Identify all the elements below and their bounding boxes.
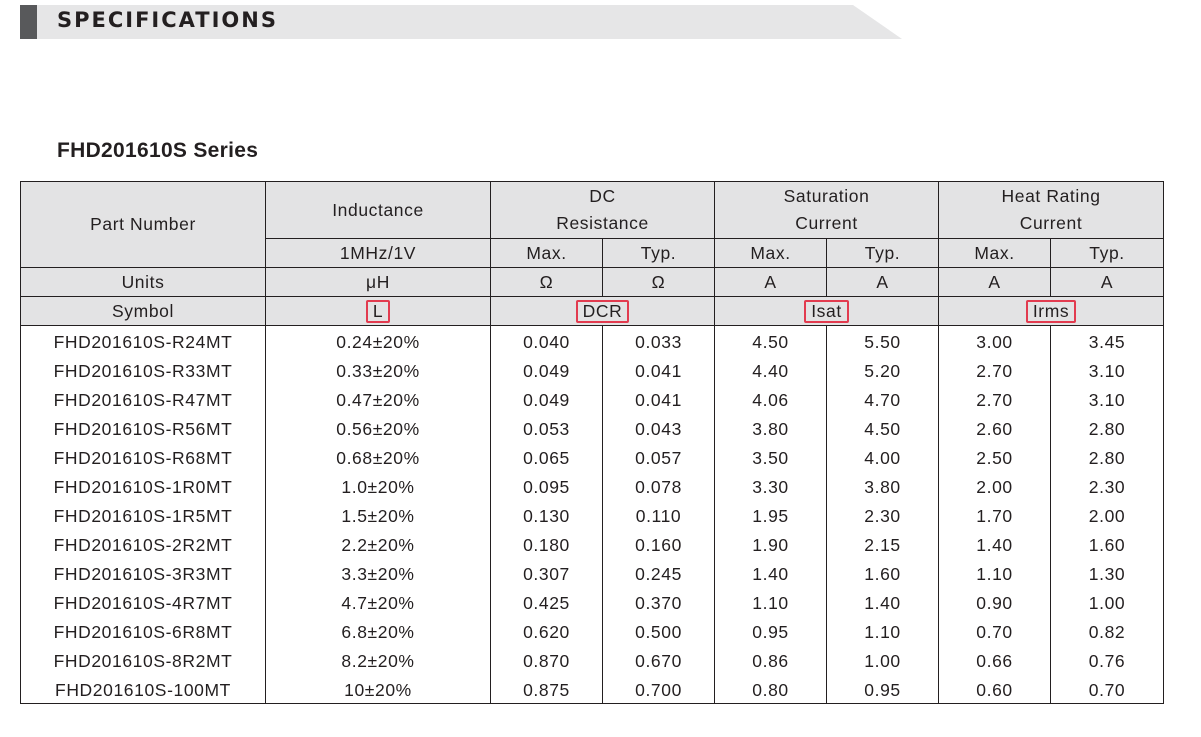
cell-isat-max: 0.86	[715, 645, 827, 674]
cell-dcr-typ: 0.041	[603, 355, 715, 384]
cell-irms-max: 0.90	[939, 587, 1051, 616]
cell-part-number: FHD201610S-8R2MT	[21, 645, 266, 674]
table-row	[21, 384, 1164, 413]
cell-dcr-max: 0.620	[491, 616, 603, 645]
cell-inductance: 2.2±20%	[266, 529, 491, 558]
cell-isat-typ: 1.60	[827, 558, 939, 587]
cell-part-number: FHD201610S-R24MT	[21, 326, 266, 356]
units-dcr-max: Ω	[491, 268, 603, 297]
header-heat-line2: Current	[1019, 213, 1083, 233]
cell-irms-typ: 1.60	[1051, 529, 1164, 558]
header-dc-resistance	[491, 182, 715, 239]
cell-inductance: 8.2±20%	[266, 645, 491, 674]
cell-irms-max: 2.00	[939, 471, 1051, 500]
cell-part-number: FHD201610S-R33MT	[21, 355, 266, 384]
cell-irms-max: 1.10	[939, 558, 1051, 587]
cell-isat-typ: 0.95	[827, 674, 939, 704]
cell-dcr-typ: 0.160	[603, 529, 715, 558]
cell-dcr-typ: 0.057	[603, 442, 715, 471]
cell-isat-max: 1.40	[715, 558, 827, 587]
cell-isat-max: 0.95	[715, 616, 827, 645]
symbol-irms-cell	[939, 297, 1164, 326]
table-row	[21, 442, 1164, 471]
cell-isat-typ: 2.15	[827, 529, 939, 558]
cell-dcr-typ: 0.370	[603, 587, 715, 616]
cell-irms-typ: 3.10	[1051, 355, 1164, 384]
cell-irms-max: 2.50	[939, 442, 1051, 471]
cell-irms-max: 2.70	[939, 384, 1051, 413]
table-row	[21, 558, 1164, 587]
cell-dcr-typ: 0.078	[603, 471, 715, 500]
cell-isat-max: 1.90	[715, 529, 827, 558]
header-test-condition: 1MHz/1V	[266, 239, 491, 268]
units-irms-typ: A	[1051, 268, 1164, 297]
cell-isat-max: 1.10	[715, 587, 827, 616]
header-isat-max: Max.	[715, 239, 827, 268]
cell-inductance: 1.0±20%	[266, 471, 491, 500]
section-title: SPECIFICATIONS	[57, 8, 278, 32]
cell-part-number: FHD201610S-100MT	[21, 674, 266, 704]
cell-isat-typ: 4.00	[827, 442, 939, 471]
cell-dcr-max: 0.180	[491, 529, 603, 558]
cell-isat-typ: 1.00	[827, 645, 939, 674]
cell-dcr-max: 0.049	[491, 355, 603, 384]
cell-dcr-max: 0.053	[491, 413, 603, 442]
section-banner	[20, 5, 902, 39]
cell-isat-max: 0.80	[715, 674, 827, 704]
cell-part-number: FHD201610S-2R2MT	[21, 529, 266, 558]
cell-dcr-max: 0.875	[491, 674, 603, 704]
header-isat-typ: Typ.	[827, 239, 939, 268]
cell-irms-max: 2.60	[939, 413, 1051, 442]
header-saturation-line1: Saturation	[783, 186, 870, 206]
cell-isat-max: 1.95	[715, 500, 827, 529]
header-dc-resistance-line2: Resistance	[556, 213, 649, 233]
cell-dcr-typ: 0.245	[603, 558, 715, 587]
table-row	[21, 529, 1164, 558]
cell-dcr-typ: 0.110	[603, 500, 715, 529]
cell-inductance: 0.33±20%	[266, 355, 491, 384]
cell-part-number: FHD201610S-1R5MT	[21, 500, 266, 529]
symbol-row	[21, 297, 1164, 326]
header-dc-resistance-line1: DC	[589, 186, 616, 206]
cell-part-number: FHD201610S-1R0MT	[21, 471, 266, 500]
cell-irms-typ: 3.10	[1051, 384, 1164, 413]
symbol-inductance: L	[366, 300, 390, 323]
units-irms-max: A	[939, 268, 1051, 297]
cell-irms-max: 0.60	[939, 674, 1051, 704]
cell-dcr-max: 0.049	[491, 384, 603, 413]
header-saturation-line2: Current	[795, 213, 858, 233]
table-row	[21, 355, 1164, 384]
cell-irms-typ: 0.76	[1051, 645, 1164, 674]
cell-irms-max: 3.00	[939, 326, 1051, 356]
cell-part-number: FHD201610S-6R8MT	[21, 616, 266, 645]
series-title: FHD201610S Series	[57, 139, 259, 162]
cell-irms-max: 0.66	[939, 645, 1051, 674]
symbol-inductance-cell	[266, 297, 491, 326]
cell-dcr-max: 0.095	[491, 471, 603, 500]
cell-isat-typ: 5.50	[827, 326, 939, 356]
header-irms-max: Max.	[939, 239, 1051, 268]
table-row	[21, 326, 1164, 356]
table-body	[21, 326, 1164, 704]
specifications-table	[20, 181, 1164, 704]
units-isat-max: A	[715, 268, 827, 297]
table-row	[21, 645, 1164, 674]
units-inductance: μH	[266, 268, 491, 297]
table-row	[21, 616, 1164, 645]
cell-isat-max: 3.80	[715, 413, 827, 442]
symbol-label: Symbol	[21, 297, 266, 326]
cell-irms-typ: 2.30	[1051, 471, 1164, 500]
cell-isat-max: 3.50	[715, 442, 827, 471]
table-row	[21, 471, 1164, 500]
cell-dcr-max: 0.130	[491, 500, 603, 529]
header-heat-rating-current	[939, 182, 1164, 239]
cell-isat-typ: 4.50	[827, 413, 939, 442]
header-heat-line1: Heat Rating	[1001, 186, 1101, 206]
cell-dcr-typ: 0.033	[603, 326, 715, 356]
cell-irms-typ: 1.30	[1051, 558, 1164, 587]
cell-inductance: 10±20%	[266, 674, 491, 704]
cell-dcr-typ: 0.043	[603, 413, 715, 442]
cell-irms-max: 2.70	[939, 355, 1051, 384]
cell-isat-typ: 5.20	[827, 355, 939, 384]
symbol-dcr: DCR	[576, 300, 630, 323]
cell-inductance: 6.8±20%	[266, 616, 491, 645]
symbol-isat: Isat	[804, 300, 849, 323]
cell-inductance: 4.7±20%	[266, 587, 491, 616]
cell-isat-typ: 3.80	[827, 471, 939, 500]
cell-isat-max: 3.30	[715, 471, 827, 500]
units-label: Units	[21, 268, 266, 297]
cell-isat-typ: 1.40	[827, 587, 939, 616]
cell-part-number: FHD201610S-4R7MT	[21, 587, 266, 616]
header-dcr-max: Max.	[491, 239, 603, 268]
cell-dcr-max: 0.065	[491, 442, 603, 471]
cell-dcr-typ: 0.670	[603, 645, 715, 674]
cell-isat-max: 4.40	[715, 355, 827, 384]
units-dcr-typ: Ω	[603, 268, 715, 297]
cell-dcr-max: 0.425	[491, 587, 603, 616]
table-row	[21, 500, 1164, 529]
cell-dcr-max: 0.307	[491, 558, 603, 587]
cell-inductance: 0.56±20%	[266, 413, 491, 442]
symbol-irms: Irms	[1026, 300, 1076, 323]
units-isat-typ: A	[827, 268, 939, 297]
cell-isat-typ: 2.30	[827, 500, 939, 529]
cell-part-number: FHD201610S-R47MT	[21, 384, 266, 413]
cell-inductance: 0.47±20%	[266, 384, 491, 413]
cell-dcr-max: 0.040	[491, 326, 603, 356]
cell-inductance: 0.24±20%	[266, 326, 491, 356]
cell-dcr-typ: 0.500	[603, 616, 715, 645]
cell-inductance: 3.3±20%	[266, 558, 491, 587]
cell-irms-typ: 0.70	[1051, 674, 1164, 704]
cell-irms-typ: 2.00	[1051, 500, 1164, 529]
symbol-isat-cell	[715, 297, 939, 326]
cell-dcr-typ: 0.041	[603, 384, 715, 413]
cell-irms-typ: 1.00	[1051, 587, 1164, 616]
table-row	[21, 413, 1164, 442]
cell-irms-max: 1.70	[939, 500, 1051, 529]
cell-irms-max: 1.40	[939, 529, 1051, 558]
table-header	[21, 182, 1164, 326]
table-row	[21, 674, 1164, 704]
cell-dcr-max: 0.870	[491, 645, 603, 674]
cell-inductance: 0.68±20%	[266, 442, 491, 471]
cell-isat-max: 4.50	[715, 326, 827, 356]
table-row	[21, 587, 1164, 616]
cell-irms-typ: 2.80	[1051, 413, 1164, 442]
cell-dcr-typ: 0.700	[603, 674, 715, 704]
cell-isat-typ: 1.10	[827, 616, 939, 645]
symbol-dcr-cell	[491, 297, 715, 326]
cell-part-number: FHD201610S-3R3MT	[21, 558, 266, 587]
header-part-number: Part Number	[21, 182, 266, 268]
cell-isat-max: 4.06	[715, 384, 827, 413]
cell-part-number: FHD201610S-R56MT	[21, 413, 266, 442]
cell-irms-max: 0.70	[939, 616, 1051, 645]
header-saturation-current	[715, 182, 939, 239]
units-row	[21, 268, 1164, 297]
cell-inductance: 1.5±20%	[266, 500, 491, 529]
header-irms-typ: Typ.	[1051, 239, 1164, 268]
cell-irms-typ: 2.80	[1051, 442, 1164, 471]
header-inductance: Inductance	[266, 182, 491, 239]
cell-irms-typ: 3.45	[1051, 326, 1164, 356]
header-dcr-typ: Typ.	[603, 239, 715, 268]
cell-irms-typ: 0.82	[1051, 616, 1164, 645]
cell-isat-typ: 4.70	[827, 384, 939, 413]
cell-part-number: FHD201610S-R68MT	[21, 442, 266, 471]
